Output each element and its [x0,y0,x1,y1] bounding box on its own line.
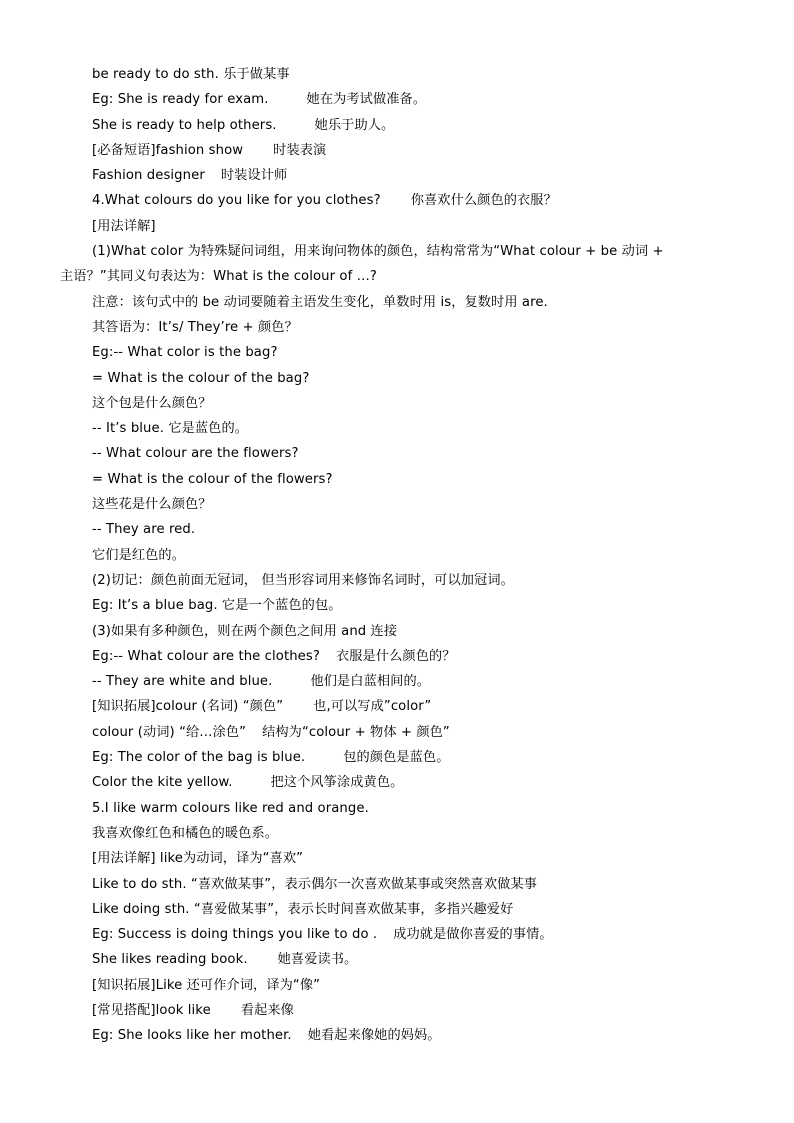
line-text: 这些花是什么颜色？ [92,497,212,513]
line-text: She is ready to help others. [92,117,277,133]
text-line [0,517,794,542]
line-text: [知识拓展]colour (名词) “颜色” [92,699,284,715]
text-line [0,796,794,821]
line-text: 它们是红色的。 [92,547,186,563]
line-text: -- They are red. [92,522,196,538]
line-translation: 时装设计师 [220,168,288,184]
text-line [0,138,794,163]
line-text: 其答语为：It’s/ They’re + 颜色？ [92,319,298,335]
line-text: [知识拓展]Like 还可作介词，译为“像” [92,977,321,993]
text-line [0,87,794,112]
line-translation: 也,可以写成”color” [313,699,432,715]
text-line [0,694,794,719]
line-text: 注意：该句式中的 be 动词要随着主语发生变化，单数时用 is，复数时用 are. [92,294,548,310]
line-text: She likes reading book. [92,952,248,968]
text-line [0,897,794,922]
text-line [0,568,794,593]
line-translation: 成功就是做你喜爱的事情。 [393,927,553,943]
line-text: Eg: It’s a blue bag. 它是一个蓝色的包。 [92,598,342,614]
line-text: Eg: She looks like her mother. [92,1028,292,1044]
text-line [0,543,794,568]
line-text: Eg: She is ready for exam. [92,92,269,108]
text-line [0,264,794,289]
text-line [0,214,794,239]
line-text: Like doing sth. “喜爱做某事”，表示长时间喜欢做某事，多指兴趣爱好 [92,901,514,917]
line-text: 主语？”其同义句表达为：What is the colour of …? [60,269,378,285]
line-text: [用法详解] [92,218,156,234]
text-line [0,619,794,644]
text-line [0,1023,794,1048]
line-text: Eg:-- What color is the bag? [92,345,278,361]
line-text: 4.What colours do you like for you clothes? [92,193,381,209]
line-translation: 她在为考试做准备。 [306,92,427,108]
text-line [0,441,794,466]
text-line [0,922,794,947]
line-text: Eg: Success is doing things you like to do . [92,927,378,943]
line-text: 我喜欢像红色和橘色的暖色系。 [92,825,279,841]
text-line [0,998,794,1023]
line-text: Like to do sth. “喜欢做某事”，表示偶尔一次喜欢做某事或突然喜欢做某事 [92,876,537,892]
line-text: -- It’s blue. 它是蓝色的。 [92,421,249,437]
line-text: -- What colour are the flowers? [92,446,299,462]
text-line [0,163,794,188]
line-text: 5.I like warm colours like red and orange. [92,800,369,816]
text-line [0,416,794,441]
line-translation: 你喜欢什么颜色的衣服？ [410,193,557,209]
text-line [0,593,794,618]
line-text: be ready to do sth. 乐于做某事 [92,67,290,82]
text-line [0,366,794,391]
text-line [0,492,794,517]
document-page [0,62,794,1049]
text-line [0,947,794,972]
line-translation: 看起来像 [240,1002,294,1018]
line-text: [必备短语]fashion show [92,142,244,158]
text-line [0,720,794,745]
text-line [0,62,794,87]
line-translation: 他们是白蓝相间的。 [310,674,431,690]
line-translation: 包的颜色是蓝色。 [343,750,450,766]
text-line [0,770,794,795]
line-text: (3)如果有多种颜色，则在两个颜色之间用 and 连接 [92,623,398,639]
line-text: = What is the colour of the bag? [92,370,310,386]
line-text: colour (动词) “给…涂色” [92,724,247,740]
text-line [0,973,794,998]
text-line [0,669,794,694]
text-line [0,113,794,138]
line-text: 这个包是什么颜色？ [92,395,212,411]
text-line [0,846,794,871]
line-translation: 把这个风筝涂成黄色。 [270,775,404,791]
text-line [0,188,794,213]
line-translation: 她乐于助人。 [314,117,395,133]
line-translation: 她看起来像她的妈妈。 [307,1028,441,1044]
line-text: -- They are white and blue. [92,674,273,690]
text-line [0,745,794,770]
line-text: [用法详解] like为动词，译为“喜欢” [92,851,304,867]
line-text: Eg:-- What colour are the clothes? [92,648,320,664]
line-text: = What is the colour of the flowers? [92,471,333,487]
line-text: (2)切记：颜色前面无冠词， 但当形容词用来修饰名词时，可以加冠词。 [92,572,514,588]
line-translation: 时装表演 [273,142,327,158]
line-translation: 结构为“colour + 物体 + 颜色” [262,724,450,740]
text-line [0,872,794,897]
text-line [0,391,794,416]
text-line [0,340,794,365]
text-line [0,467,794,492]
text-line [0,315,794,340]
line-translation: 衣服是什么颜色的？ [335,648,456,664]
line-text: Color the kite yellow. [92,775,233,791]
line-text: Eg: The color of the bag is blue. [92,750,306,766]
line-text: (1)What color 为特殊疑问词组，用来询问物体的颜色，结构常常为“What colour + be 动词 + [92,244,664,260]
text-line [0,239,794,264]
line-translation: 她喜爱读书。 [277,952,358,968]
line-text: Fashion designer [92,168,205,184]
line-text: [常见搭配]look like [92,1002,211,1018]
text-line [0,644,794,669]
text-line [0,290,794,315]
text-line [0,821,794,846]
